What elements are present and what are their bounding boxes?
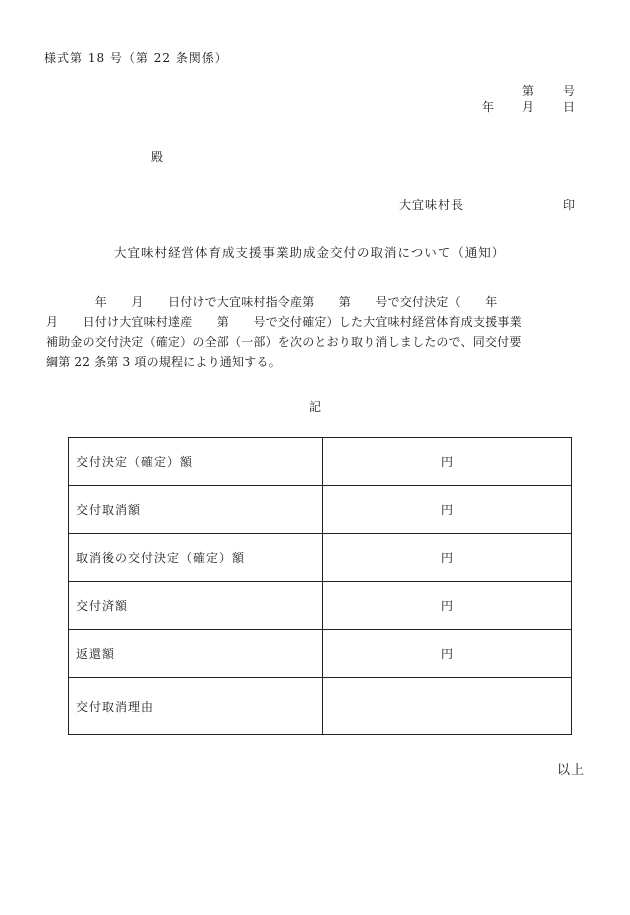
table-row [69,630,572,678]
doc-number-label: 第 [522,84,535,98]
row-label: 交付決定（確定）額 [69,438,323,486]
reason-field[interactable] [323,678,572,735]
body-line-3: 補助金の交付決定（確定）の全部（一部）を次のとおり取り消しましたので、同交付要 [46,335,522,349]
yen-unit: 円 [440,551,453,565]
yen-unit: 円 [440,599,453,613]
date-day-label: 日 [563,100,576,114]
date-month-label: 月 [522,100,535,114]
row-value-field[interactable] [323,630,572,678]
yen-unit: 円 [440,647,453,661]
row-label: 取消後の交付決定（確定）額 [69,534,323,582]
body-line-2: 月 日付け大宜味村達産 第 号で交付確定）した大宜味村経営体育成支援事業 [46,315,522,329]
amount-table [68,437,572,735]
body-line-4: 綱第 22 条第 3 項の規程により通知する。 [46,355,281,369]
table-row [69,534,572,582]
doc-number-suffix: 号 [563,84,576,98]
table-row [69,486,572,534]
sender-name: 大宜味村長 [399,198,465,212]
yen-unit: 円 [440,503,453,517]
row-label: 交付済額 [69,582,323,630]
table-row [69,582,572,630]
addressee-honorific: 殿 [151,150,164,164]
row-value-field[interactable] [323,534,572,582]
row-value-field[interactable] [323,486,572,534]
seal-mark: 印 [563,198,576,212]
row-value-field[interactable] [323,438,572,486]
body-paragraph [46,292,578,372]
form-number: 様式第 18 号（第 22 条関係） [44,51,228,65]
row-label: 交付取消理由 [69,678,323,735]
table-row [69,678,572,735]
closing-mark: 以上 [557,763,586,778]
yen-unit: 円 [440,455,453,469]
row-label: 交付取消額 [69,486,323,534]
body-line-1: 年 月 日付けで大宜味村指令産第 第 号で交付決定（ 年 [46,295,498,309]
date-year-label: 年 [482,100,495,114]
document-title: 大宜味村経営体育成支援事業助成金交付の取消について（通知） [114,245,506,260]
table-row [69,438,572,486]
row-value-field[interactable] [323,582,572,630]
row-label: 返還額 [69,630,323,678]
ki-mark: 記 [309,400,322,414]
